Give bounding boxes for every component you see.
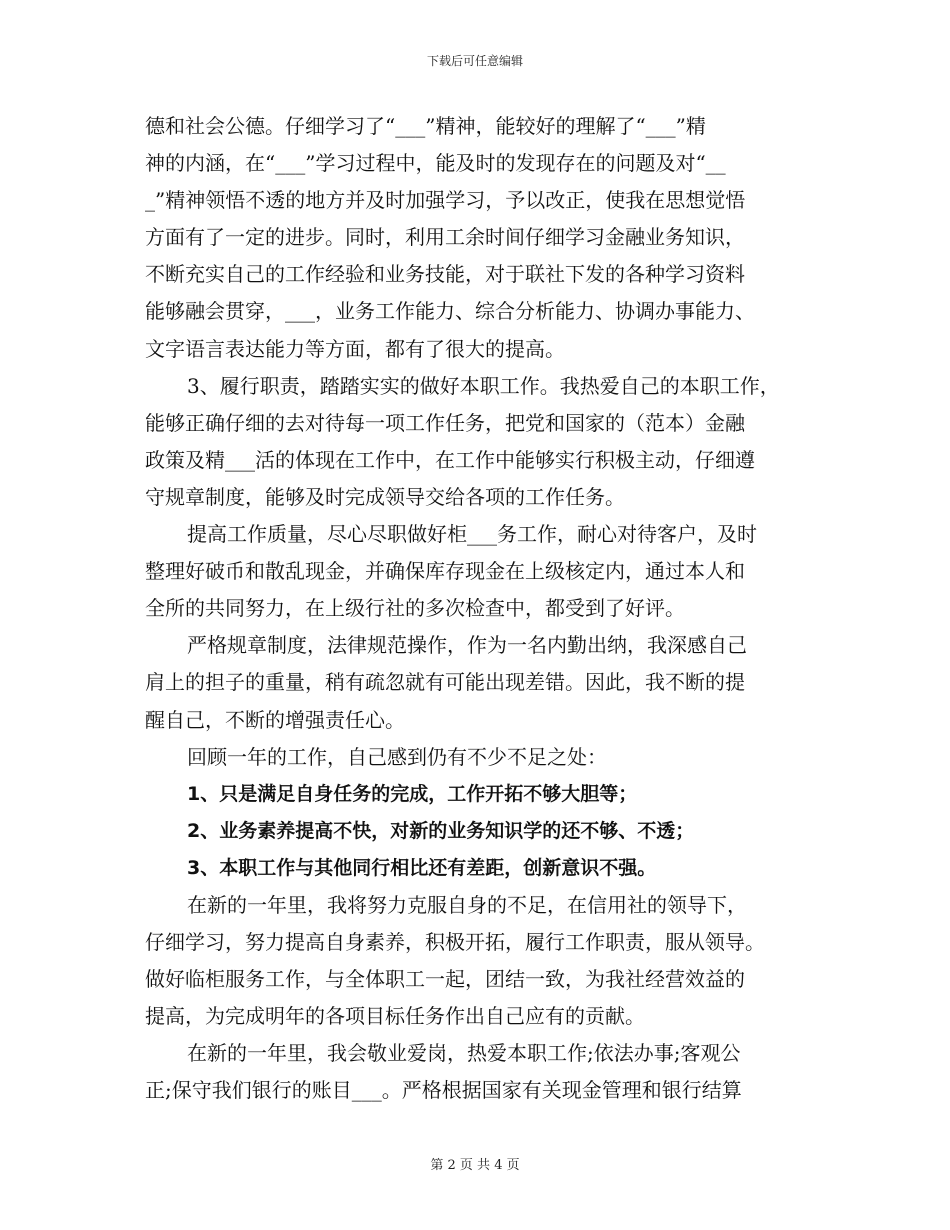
body-line: 醒自己，不断的增强责任心。 <box>145 707 405 732</box>
body-line: 守规章制度，能够及时完成领导交给各项的工作任务。 <box>145 484 625 509</box>
page-footer: 第 2 页 共 4 页 <box>430 1158 520 1173</box>
body-line: 文字语言表达能力等方面，都有了很大的提高。 <box>145 336 565 361</box>
page-header: 下载后可任意编辑 <box>426 54 523 68</box>
body-line: 能够融会贯穿，___，业务工作能力、综合分析能力、协调办事能力、 <box>145 299 755 324</box>
body-line: 全所的共同努力，在上级行社的多次检查中，都受到了好评。 <box>145 596 685 621</box>
body-line: 仔细学习，努力提高自身素养，积极开拓，履行工作职责，服从领导。 <box>145 930 765 955</box>
body-line: 不断充实自己的工作经验和业务技能，对于联社下发的各种学习资料 <box>145 262 745 287</box>
body-line: _”精神领悟不透的地方并及时加强学习，予以改正，使我在思想觉悟 <box>145 188 746 213</box>
body-line: 神的内涵，在“___”学习过程中，能及时的发现存在的问题及对“__ <box>145 151 726 176</box>
body-line: 整理好破币和散乱现金，并确保库存现金在上级核定内，通过本人和 <box>145 559 745 584</box>
body-line: 肩上的担子的重量，稍有疏忽就有可能出现差错。因此，我不断的提 <box>145 670 745 695</box>
paragraph-start-line: 3、履行职责，踏踏实实的做好本职工作。我热爱自己的本职工作， <box>187 373 780 398</box>
body-line: 政策及精___活的体现在工作中，在工作中能够实行积极主动，仔细遵 <box>145 447 755 472</box>
body-line: 做好临柜服务工作，与全体职工一起，团结一致，为我社经营效益的 <box>145 967 745 992</box>
paragraph-start-line: 提高工作质量，尽心尽职做好柜___务工作，耐心对待客户，及时 <box>187 522 757 547</box>
body-line: 正;保守我们银行的账目___。严格根据国家有关现金管理和银行结算 <box>145 1078 742 1103</box>
body-line: 德和社会公德。仔细学习了“___”精神，能较好的理解了“___”精 <box>145 114 706 138</box>
shortcoming-item: 3、本职工作与其他同行相比还有差距，创新意识不强。 <box>187 856 657 879</box>
paragraph-start-line: 回顾一年的工作，自己感到仍有不少不足之处： <box>187 744 607 769</box>
shortcoming-item: 2、业务素养提高不快，对新的业务知识学的还不够、不透； <box>187 819 695 842</box>
body-line: 能够正确仔细的去对待每一项工作任务，把党和国家的（范本）金融 <box>145 410 745 435</box>
document-body <box>145 108 845 1110</box>
paragraph-start-line: 严格规章制度，法律规范操作，作为一名内勤出纳，我深感自己 <box>187 633 747 658</box>
paragraph-start-line: 在新的一年里，我会敬业爱岗，热爱本职工作;依法办事;客观公 <box>187 1041 741 1066</box>
body-line: 提高，为完成明年的各项目标任务作出自己应有的贡献。 <box>145 1004 645 1029</box>
paragraph-start-line: 在新的一年里，我将努力克服自身的不足，在信用社的领导下， <box>187 892 747 917</box>
shortcoming-item: 1、只是满足自身任务的完成，工作开拓不够大胆等； <box>187 782 638 805</box>
body-line: 方面有了一定的进步。同时，利用工余时间仔细学习金融业务知识， <box>145 225 745 250</box>
